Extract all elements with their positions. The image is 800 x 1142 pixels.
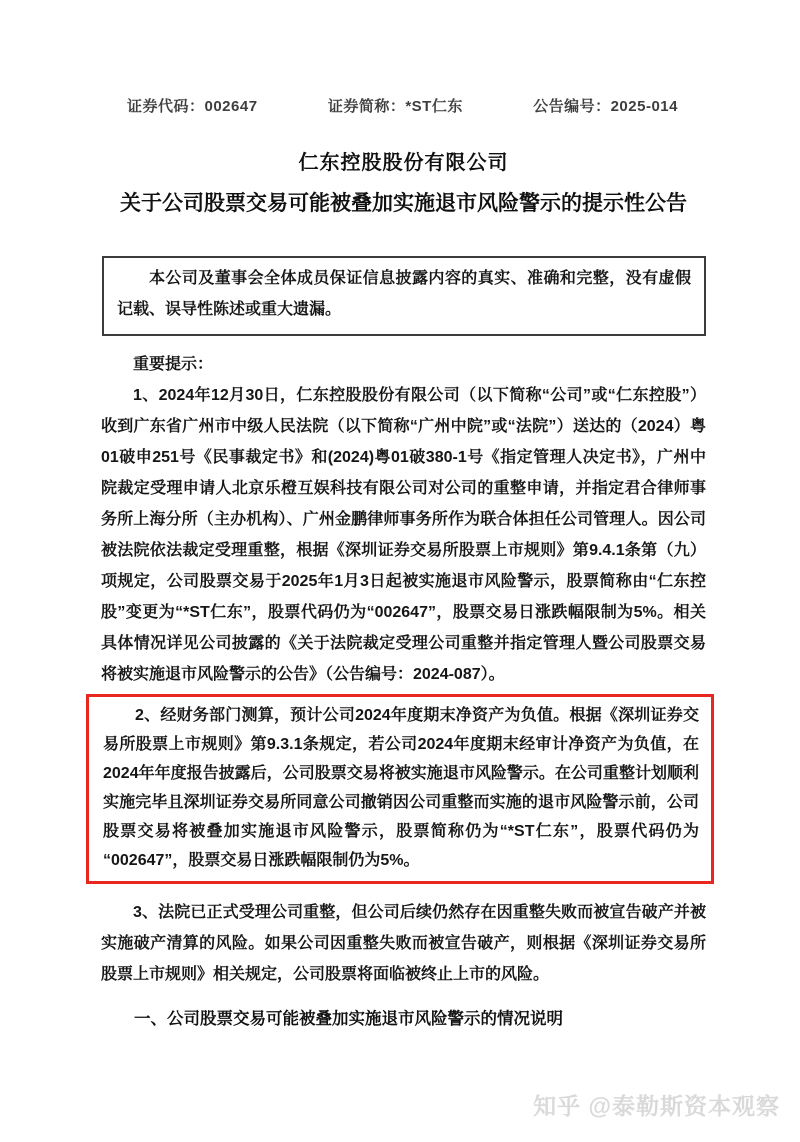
- paragraph-3: 3、法院已正式受理公司重整，但公司后续仍然存在因重整失败而被宣告破产并被实施破产清算的风险。如果公司因重整失败而被宣告破产，则根据《深圳证券交易所股票上市规则》相关规定，公司股票将面临被终止上市的风险。: [101, 904, 706, 983]
- announcement-title: 关于公司股票交易可能被叠加实施退市风险警示的提示性公告: [120, 192, 687, 215]
- important-hint-label: 重要提示：: [133, 356, 214, 373]
- stock-code-label: 证券代码：002647: [127, 98, 258, 115]
- guarantee-statement-box: [102, 256, 706, 336]
- section-1-heading: 一、公司股票交易可能被叠加实施退市风险警示的情况说明: [134, 1010, 563, 1028]
- paragraph-2-highlighted: 2、经财务部门测算，预计公司2024年度期末净资产为负值。根据《深圳证券交易所股票上市规则》第9.3.1条规定，若公司2024年度期末经审计净资产为负值，在2024年年度报告披露后，公司股票交易将被实施退市风险警示。在公司重整计划顺利实施完毕且深圳证券交易所同意公司撤销因公司重整而实施的退市风险警示前，公司股票交易将被叠加实施退市风险警示，股票简称仍为“*ST仁东”，股票代码仍为“002647”，股票交易日涨跌幅限制仍为5%。: [103, 707, 699, 869]
- doc-header-row: [127, 95, 678, 116]
- paragraph-1: 1、2024年12月30日，仁东控股股份有限公司（以下简称“公司”或“仁东控股”）收到广东省广州市中级人民法院（以下简称“广州中院”或“法院”）送达的（2024）粤01破申251号《民事裁定书》和(2024)粤01破380-1号《指定管理人决定书》，广州中院裁定受理申请人北京乐橙互娱科技有限公司对公司的重整申请，并指定君合律师事务所上海分所（主办机构）、广州金鹏律师事务所作为联合体担任公司管理人。因公司被法院依法裁定受理重整，根据《深圳证券交易所股票上市规则》第9.4.1条第（九）项规定，公司股票交易于2025年1月3日起被实施退市风险警示，股票简称由“仁东控股”变更为“*ST仁东”，股票代码仍为“002647”，股票交易日涨跌幅限制为5%。相关具体情况详见公司披露的《关于法院裁定受理公司重整并指定管理人暨公司股票交易将被实施退市风险警示的公告》（公告编号：2024-087）。: [101, 387, 706, 683]
- guarantee-statement-text: 本公司及董事会全体成员保证信息披露内容的真实、准确和完整，没有虚假记载、误导性陈述或重大遗漏。: [117, 270, 691, 318]
- announcement-number-label: 公告编号：2025-014: [533, 98, 678, 115]
- highlight-annotation-box: [86, 694, 714, 884]
- document-content: [101, 95, 706, 1035]
- stock-abbr-label: 证券简称：*ST仁东: [327, 98, 463, 115]
- zhihu-watermark: 知乎 @泰勒斯资本观察: [533, 1093, 780, 1119]
- company-name-title: 仁东控股股份有限公司: [298, 152, 509, 174]
